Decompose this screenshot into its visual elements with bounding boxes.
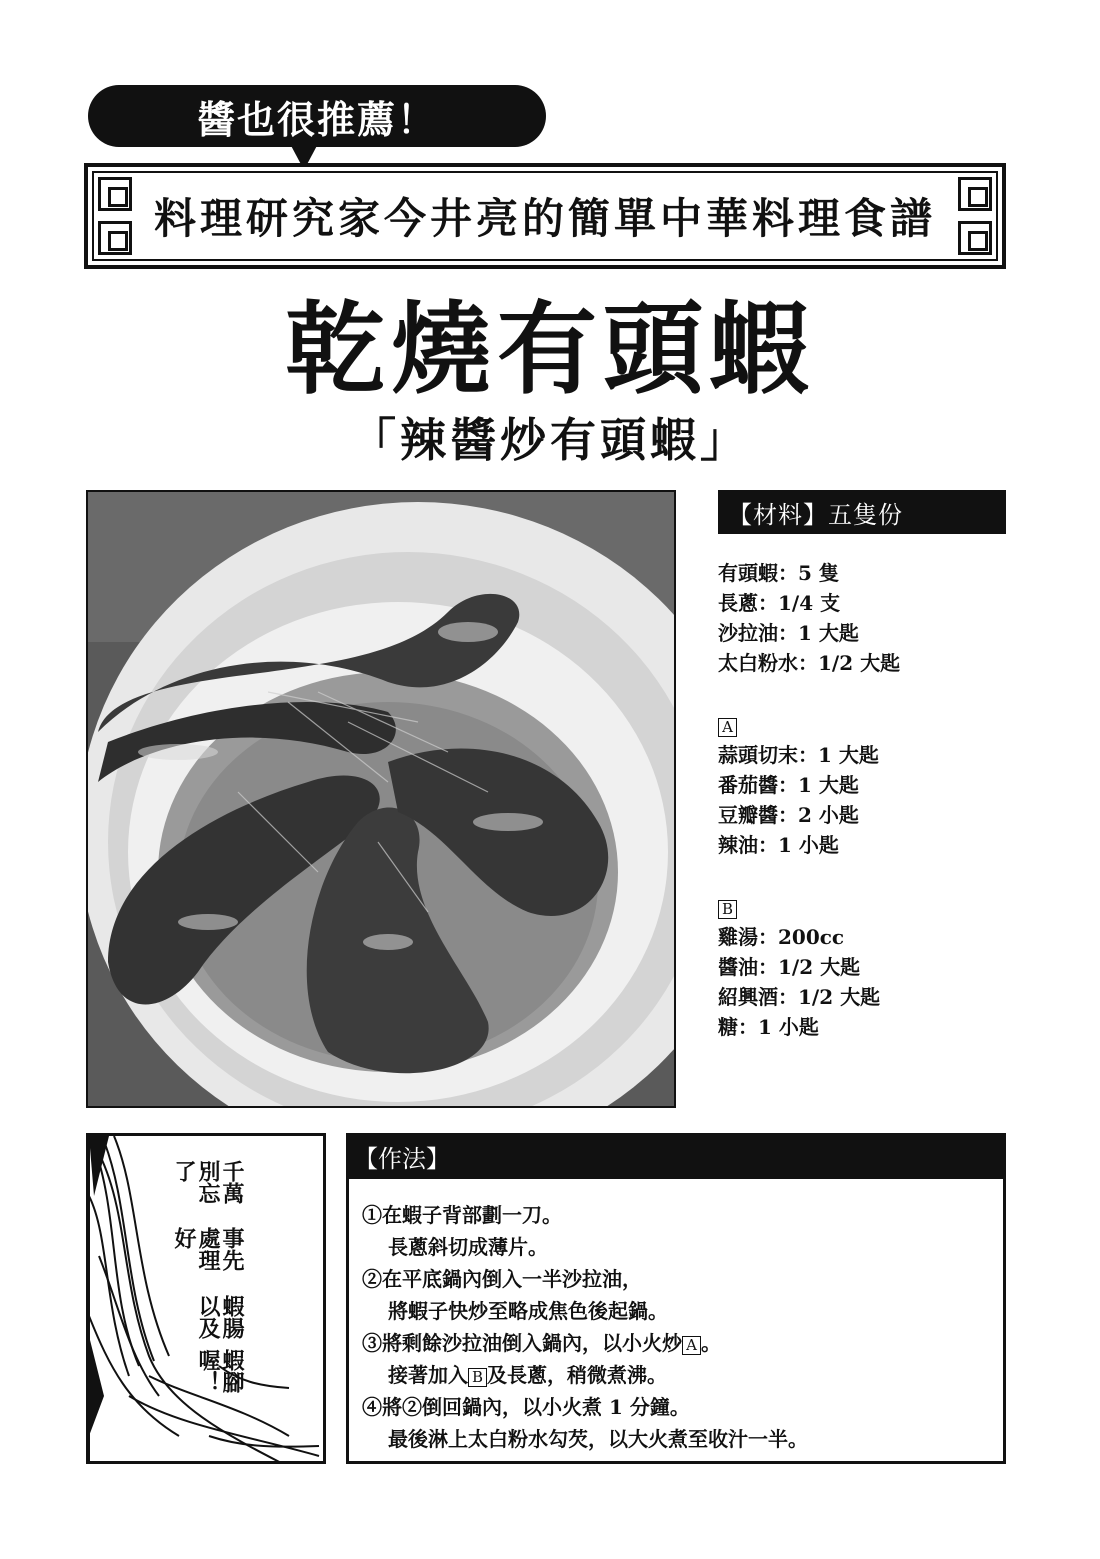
group-b-box: B: [718, 900, 737, 919]
shrimp-dish-illustration: [88, 492, 676, 1108]
manga-line: 蝦腸以及: [195, 1294, 245, 1339]
ingredient-group-b-label: [718, 892, 737, 922]
ingredient-item: 有頭蝦：5 隻: [718, 561, 839, 585]
method-step: ①在蝦子背部劃一刀。: [362, 1203, 562, 1227]
manga-line: 蝦腳喔！: [195, 1349, 245, 1394]
manga-speech-text: [172, 1160, 244, 1400]
speech-bubble-text: 醬也很推薦！: [196, 97, 437, 142]
recipe-subtitle: 「辣醬炒有頭蝦」: [350, 413, 750, 467]
method-step: 最後淋上太白粉水勾芡，以大火煮至收汁一半。: [388, 1427, 808, 1451]
inline-b-box: B: [468, 1368, 487, 1387]
manga-line: 千萬別忘了: [171, 1160, 245, 1204]
series-title: 料理研究家今井亮的簡單中華料理食譜: [153, 194, 936, 243]
ingredients-header: 【材料】五隻份: [718, 490, 1006, 534]
method-step: 長蔥斜切成薄片。: [388, 1235, 548, 1259]
method-step: ④將②倒回鍋內，以小火煮 1 分鐘。: [362, 1395, 690, 1419]
inline-a-box: A: [682, 1336, 701, 1355]
ingredient-item: 雞湯：200cc: [718, 925, 845, 949]
ingredient-item: 蒜頭切末：1 大匙: [718, 743, 879, 767]
group-a-box: A: [718, 718, 737, 737]
method-step: ②在平底鍋內倒入一半沙拉油，: [362, 1267, 642, 1291]
method-header: 【作法】: [346, 1133, 1006, 1179]
method-step: 將蝦子快炒至略成焦色後起鍋。: [388, 1299, 668, 1323]
dish-photo: [86, 490, 676, 1108]
ingredient-item: 紹興酒：1/2 大匙: [718, 985, 881, 1009]
ingredient-item: 糖：1 小匙: [718, 1015, 819, 1039]
ingredient-group-a-label: [718, 710, 737, 740]
method-step: ③將剩餘沙拉油倒入鍋內，以小火炒 A 。: [362, 1331, 721, 1355]
recipe-title: 乾燒有頭蝦: [285, 291, 815, 408]
ingredient-item: 番茄醬：1 大匙: [718, 773, 859, 797]
ingredient-item: 長蔥：1/4 支: [718, 591, 841, 615]
ingredient-item: 醬油：1/2 大匙: [718, 955, 861, 979]
ingredient-item: 辣油：1 小匙: [718, 833, 839, 857]
ingredient-item: 豆瓣醬：2 小匙: [718, 803, 859, 827]
ingredient-item: 太白粉水：1/2 大匙: [718, 651, 901, 675]
ingredient-item: 沙拉油：1 大匙: [718, 621, 859, 645]
method-step: 接著加入 B 及長蔥，稍微煮沸。: [388, 1363, 667, 1387]
manga-line: 事先處理好: [171, 1227, 245, 1272]
